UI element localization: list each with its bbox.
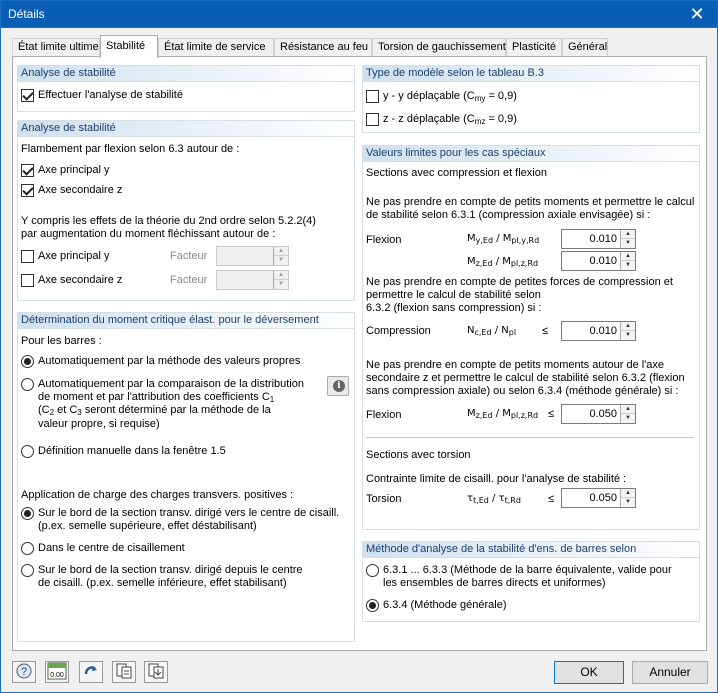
flambement-label: Flambement par flexion selon 6.3 autour de : [21, 143, 240, 155]
effectuer-analyse-checkbox[interactable] [21, 89, 34, 102]
methode-barre-equivalente-label-2: les ensembles de barres directs et uniformes) [383, 577, 606, 589]
sections-torsion-label: Sections avec torsion [366, 449, 471, 461]
axe-secondaire-z2-checkbox[interactable] [21, 274, 34, 287]
import-icon [147, 662, 165, 680]
y-deplacable-label: y - y déplaçable $(C_{my} = 0,9)$ [383, 90, 517, 103]
spin-down-icon[interactable]: ▼ [625, 240, 631, 246]
moment-definition-manuelle-radio[interactable] [21, 445, 34, 458]
torsion-tau-spinner[interactable] [561, 488, 636, 508]
axe-principal-y-label: Axe principal y [38, 164, 110, 176]
p1-label-2: de stabilité selon 6.3.1 (compression axiale envisagée) si : [366, 209, 651, 221]
methode-barre-equivalente-radio[interactable] [366, 564, 379, 577]
spin-up-icon[interactable]: ▲ [274, 271, 288, 280]
spinner-value[interactable]: 0.010 [589, 325, 617, 337]
spin-down-icon[interactable]: ▼ [625, 262, 631, 268]
flexion2-label: Flexion [366, 409, 402, 421]
group-header: Type de modèle selon le tableau B.3 [363, 66, 699, 82]
le-symbol: ≤ [548, 493, 555, 505]
p2-label-2: permettre le calcul de stabilité selon [366, 289, 541, 301]
svg-text:?: ? [20, 666, 28, 678]
moment-auto-valeurs-propres-radio[interactable] [21, 355, 34, 368]
second-ordre-label-2: par augmentation du moment fléchissant autour de : [21, 228, 276, 240]
facteur-z-spinner[interactable] [216, 270, 289, 290]
calculator-icon [47, 662, 67, 680]
spinner-arrows [620, 322, 635, 340]
formula-mz: $M_{z,Ed} / M_{pl,z,Rd}$ [467, 256, 539, 268]
close-icon[interactable]: ✕ [689, 4, 705, 24]
window-title: Détails [8, 7, 45, 21]
help-button[interactable] [12, 661, 36, 683]
calculator-value: 0.00 [50, 672, 64, 679]
moment-definition-manuelle-label: Définition manuelle dans la fenêtre 1.5 [38, 445, 226, 457]
sections-compression-label: Sections avec compression et flexion [366, 167, 547, 179]
facteur-y-spinner[interactable] [216, 246, 289, 266]
help-icon [15, 662, 33, 680]
charge-bord-vers-centre-label-2: (p.ex. semelle supérieure, effet déstabilisant) [38, 520, 257, 532]
spin-up-icon[interactable]: ▲ [621, 252, 635, 261]
group-header: Analyse de stabilité [18, 121, 354, 137]
axe-secondaire-z-label: Axe secondaire z [38, 184, 123, 196]
flexion-label: Flexion [366, 234, 402, 246]
methode-generale-label: 6.3.4 (Méthode générale) [383, 599, 507, 611]
export-icon [115, 662, 133, 680]
spinner-arrows [620, 230, 635, 248]
p2-label-3: 6.3.2 (flexion sans compression) si : [366, 302, 542, 314]
spinner-arrows [620, 405, 635, 423]
spin-up-icon[interactable]: ▲ [621, 322, 635, 331]
z-deplacable-checkbox[interactable] [366, 113, 379, 126]
facteur-label-2: Facteur [170, 274, 208, 286]
formula-nc: $N_{c,Ed} / N_{pl}$ [467, 325, 517, 337]
charge-centre-cisaillement-label: Dans le centre de cisaillement [38, 542, 185, 554]
z-deplacable-label: z - z déplaçable $(C_{mz} = 0,9)$ [383, 113, 517, 126]
tab-plasticite[interactable]: Plasticité [506, 38, 562, 57]
compression-label: Compression [366, 325, 431, 337]
spinner-value[interactable]: 0.010 [589, 233, 617, 245]
application-charge-label: Application de charge des charges transvers. positives : [21, 489, 294, 501]
flexion-mz2-spinner[interactable] [561, 404, 636, 424]
import-button[interactable] [144, 661, 168, 683]
redo-button[interactable] [79, 661, 103, 683]
info-button[interactable] [327, 376, 349, 396]
p3-label-1: Ne pas prendre en compte de petits moments autour de l'axe [366, 359, 665, 371]
axe-principal-y2-checkbox[interactable] [21, 250, 34, 263]
y-deplacable-checkbox[interactable] [366, 90, 379, 103]
charge-bord-vers-centre-label-1: Sur le bord de la section transv. dirigé vers le centre de cisaill. [38, 507, 340, 519]
spin-up-icon[interactable]: ▲ [621, 489, 635, 498]
tab-torsion-gauchissement[interactable]: Torsion de gauchissement [372, 38, 506, 57]
group-header: Analyse de stabilité [18, 66, 354, 82]
tab-etat-limite-service[interactable]: État limite de service [158, 38, 274, 57]
export-button[interactable] [112, 661, 136, 683]
axe-secondaire-z-checkbox[interactable] [21, 184, 34, 197]
spin-up-icon[interactable]: ▲ [621, 405, 635, 414]
moment-auto-comparaison-radio[interactable] [21, 378, 34, 391]
group-header: Méthode d'analyse de la stabilité d'ens. de barres selon [363, 542, 699, 558]
tab-etat-limite-ultime[interactable]: État limite ultime [12, 38, 100, 57]
moment-auto-comparaison-label-3: ($C_2$ et $C_3$ seront déterminé par la méthode de la [38, 404, 271, 417]
moment-auto-comparaison-label-4: valeur propre, si requise) [38, 418, 160, 430]
methode-generale-radio[interactable] [366, 599, 379, 612]
charge-bord-depuis-centre-label-2: de cisaill. (p.ex. semelle inférieure, effet stabilisant) [38, 577, 287, 589]
formula-mz2: $M_{z,Ed} / M_{pl,z,Rd}$ [467, 408, 539, 420]
tab-stabilite[interactable]: Stabilité [100, 35, 158, 58]
spin-down-icon[interactable]: ▼ [625, 415, 631, 421]
facteur-label-1: Facteur [170, 250, 208, 262]
spinner-value[interactable]: 0.010 [589, 255, 617, 267]
spinner-value[interactable]: 0.050 [589, 408, 617, 420]
spinner-arrows [273, 271, 288, 289]
spinner-arrows [620, 252, 635, 270]
torsion-label: Torsion [366, 493, 402, 505]
moment-auto-valeurs-propres-label: Automatiquement par la méthode des valeurs propres [38, 355, 301, 367]
spinner-arrows [273, 247, 288, 265]
moment-auto-comparaison-label-2: de moment et par l'attribution des coefficients $C_1$ [38, 391, 275, 404]
group-header: Valeurs limites pour les cas spéciaux [363, 146, 699, 162]
charge-bord-vers-centre-radio[interactable] [21, 507, 34, 520]
axe-principal-y2-label: Axe principal y [38, 250, 110, 262]
title-bar [0, 0, 718, 28]
redo-arrow-icon [82, 662, 100, 680]
spin-up-icon[interactable]: ▲ [621, 230, 635, 239]
pour-barres-label: Pour les barres : [21, 335, 102, 347]
axe-principal-y-checkbox[interactable] [21, 164, 34, 177]
ok-button[interactable]: OK [554, 661, 624, 684]
group-header: Détermination du moment critique élast. pour le déversement [18, 313, 354, 329]
le-symbol: ≤ [542, 325, 549, 337]
contrainte-limite-label: Contrainte limite de cisaill. pour l'analyse de stabilité : [366, 473, 627, 485]
p2-label-1: Ne pas prendre en compte de petites forces de compression et [366, 276, 673, 288]
spin-down-icon[interactable]: ▼ [278, 257, 284, 263]
second-ordre-label-1: Y compris les effets de la théorie du 2nd ordre selon 5.2.2(4) [21, 215, 316, 227]
le-symbol: ≤ [548, 408, 555, 420]
spin-up-icon[interactable]: ▲ [274, 247, 288, 256]
spin-down-icon[interactable]: ▼ [625, 499, 631, 505]
calculator-button[interactable] [45, 661, 69, 683]
effectuer-analyse-label: Effectuer l'analyse de stabilité [38, 89, 183, 101]
formula-my: $M_{y,Ed} / M_{pl,y,Rd}$ [467, 233, 540, 245]
compression-nc-spinner[interactable] [561, 321, 636, 341]
spin-down-icon[interactable]: ▼ [625, 332, 631, 338]
charge-centre-cisaillement-radio[interactable] [21, 542, 34, 555]
p3-label-3: sans compression axiale) ou selon 6.3.4 (méthode générale) si : [366, 385, 679, 397]
info-icon: i [333, 380, 345, 392]
spinner-value[interactable]: 0.050 [589, 492, 617, 504]
formula-tau: $\tau_{t,Ed} / \tau_{t,Rd}$ [467, 493, 521, 505]
spin-down-icon[interactable]: ▼ [278, 281, 284, 287]
charge-bord-depuis-centre-label-1: Sur le bord de la section transv. dirigé depuis le centre [38, 564, 303, 576]
axe-secondaire-z2-label: Axe secondaire z [38, 274, 123, 286]
spinner-arrows [620, 489, 635, 507]
p1-label-1: Ne pas prendre en compte de petits moments et permettre le calcul [366, 196, 695, 208]
cancel-button[interactable]: Annuler [632, 661, 708, 684]
p3-label-2: secondaire z et permettre le calcul de stabilité selon 6.3.2 (flexion [366, 372, 685, 384]
charge-bord-depuis-centre-radio[interactable] [21, 564, 34, 577]
flexion-my-spinner[interactable] [561, 229, 636, 249]
tab-general[interactable]: Général [562, 38, 608, 57]
separator [366, 437, 694, 438]
methode-barre-equivalente-label-1: 6.3.1 ... 6.3.3 (Méthode de la barre équivalente, valide pour [383, 564, 672, 576]
tab-resistance-feu[interactable]: Résistance au feu [274, 38, 372, 57]
moment-auto-comparaison-label-1: Automatiquement par la comparaison de la distribution [38, 378, 304, 390]
flexion-mz-spinner[interactable] [561, 251, 636, 271]
